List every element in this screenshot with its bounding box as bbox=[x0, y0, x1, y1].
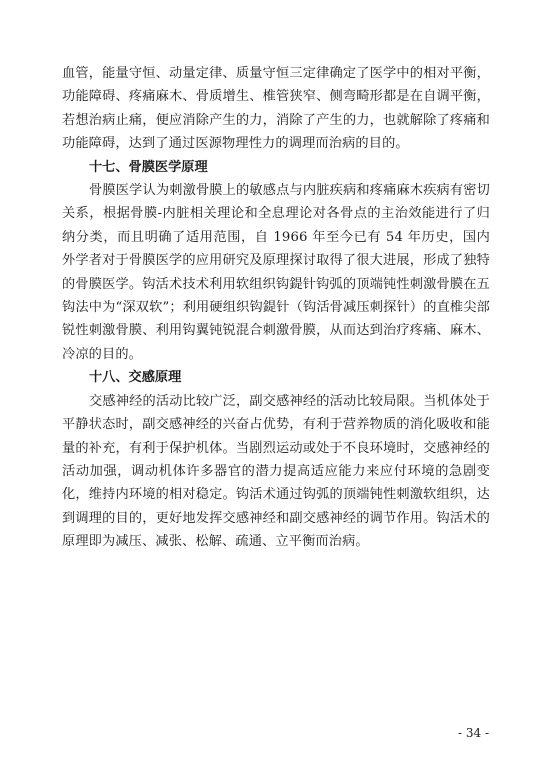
document-page bbox=[62, 62, 490, 554]
paragraph-sympathetic: 交感神经的活动比较广泛，副交感神经的活动比较局限。当机体处于平静状态时，副交感神经的兴奋占优势，有利于营养物质的消化吸收和能量的补充，有利于保护机体。当剧烈运动或处于不良环境时，交感神经的活动加强，调动机体许多器官的潜力提高适应能力来应付环境的急剧变化，维持内环境的相对稳定。钩活术通过钩弧的顶端钝性刺激软组织，达到调理的目的，更好地发挥交感神经和副交感神经的调节作用。钩活术的原理即为减压、减张、松解、疏通、立平衡而治病。 bbox=[62, 393, 490, 550]
section-heading-periosteum: 十七、骨膜医学原理 bbox=[89, 159, 208, 175]
page-number: - 34 - bbox=[457, 726, 489, 740]
paragraph-intro: 血管，能量守恒、动量定律、质量守恒三定律确定了医学中的相对平衡，功能障碍、疼痛麻木、骨质增生、椎管狭窄、侧弯畸形都是在自调平衡，若想治病止痛，便应消除产生的力，消除了产生的力，也就解除了疼痛和功能障碍，达到了通过医源物理性力的调理而治病的目的。 bbox=[62, 66, 490, 152]
paragraph-periosteum: 骨膜医学认为刺激骨膜上的敏感点与内脏疾病和疼痛麻木疾病有密切关系，根据骨膜-内脏相关理论和全息理论对各骨点的主治效能进行了归纳分类，而且明确了适用范围，自 1966 年至今已有 54 年历史，国内外学者对于骨膜医学的应用研究及原理探讨取得了很大进展，形成了独特的骨膜医学。钩活术技术利用软组织钩鍉针钩弧的顶端钝性刺激骨膜在五钩法中为“深双软”；利用硬组织钩鍉针（钩活骨减压刺探针）的直椎尖部锐性刺激骨膜、利用钩翼钝锐混合刺激骨膜，从而达到治疗疼痛、麻木、冷凉的目的。 bbox=[62, 183, 490, 362]
section-heading-sympathetic: 十八、交感原理 bbox=[89, 370, 182, 386]
